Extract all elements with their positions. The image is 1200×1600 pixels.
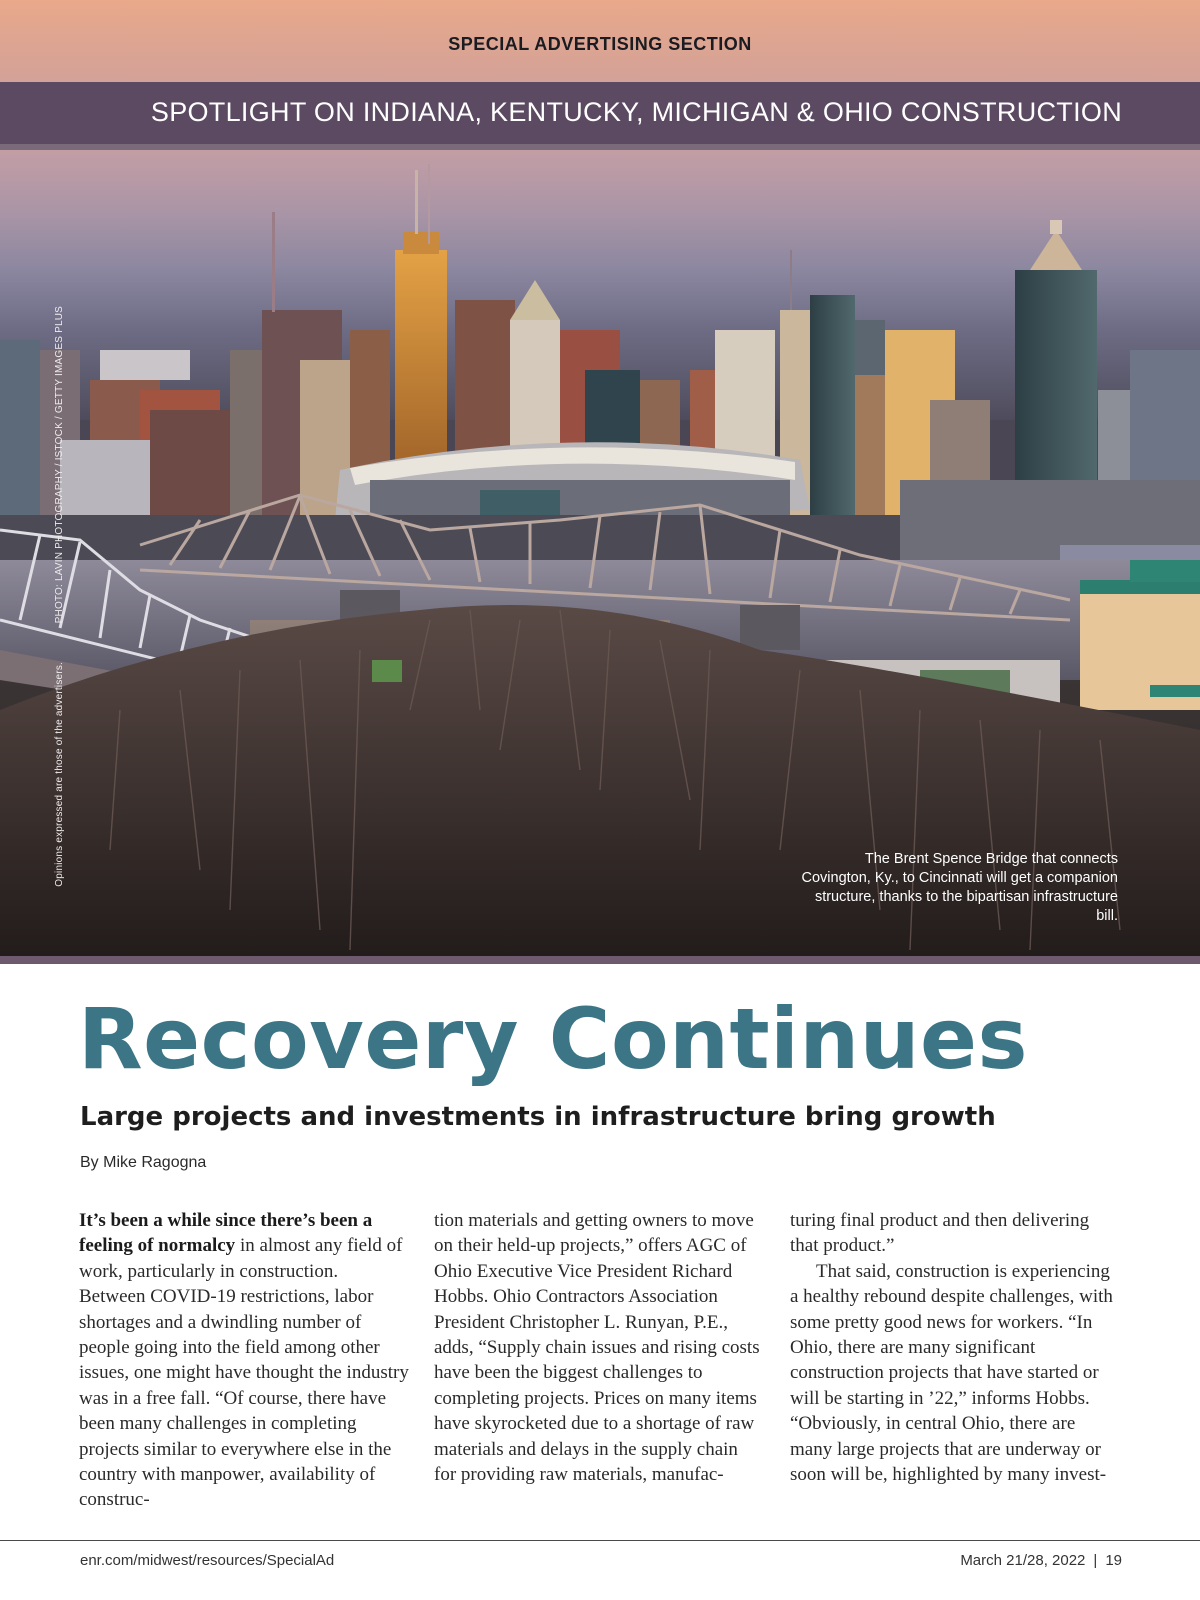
photo-bottom-rule bbox=[0, 956, 1200, 964]
column-3-paragraph-1: turing final product and then delivering that product.” bbox=[790, 1210, 1090, 1257]
byline: By Mike Ragogna bbox=[80, 1154, 207, 1171]
column-3 bbox=[790, 1208, 1120, 1487]
column-2 bbox=[434, 1208, 764, 1487]
lead-in: It’s been a while since there’s been a feeling of normalcy bbox=[79, 1210, 373, 1257]
footer-issue-info bbox=[960, 1552, 1122, 1569]
section-label: SPECIAL ADVERTISING SECTION bbox=[448, 34, 752, 54]
column-3-paragraph-2 bbox=[790, 1259, 1120, 1488]
column-1-text: in almost any field of work, particularly in construction. Between COVID-19 restrictions, labor shortages and a dwindling number of people going into the field among other issues, one might have thought the industry was in a free fall. “Of course, there have been many challenges in completing projects similar to everywhere else in the country with manpower, availability of construc- bbox=[79, 1235, 409, 1511]
column-2-text: tion materials and getting owners to move on their held-up projects,” offers AGC of Ohio Executive Vice President Richard Hobbs. Ohio Contractors Association President Christopher L. Runyan, P.E., adds, “Supply chain issues and rising costs have been the biggest challenges to completing projects. Prices on many items have skyrocketed due to a shortage of raw materials and delays in the supply chain for providing raw materials, manufac- bbox=[434, 1210, 760, 1486]
article-body bbox=[79, 1208, 1123, 1520]
spotlight-title: SPOTLIGHT ON INDIANA, KENTUCKY, MICHIGAN & OHIO CONSTRUCTION bbox=[150, 97, 1122, 127]
article-subtitle: Large projects and investments in infrastructure bring growth bbox=[80, 1102, 996, 1132]
column-3-paragraph-2-text: That said, construction is experiencing a healthy rebound despite challenges, with some pretty good news for workers. “In Ohio, there are many significant construction projects that have started or will be starting in ’22,” informs Hobbs. “Obviously, in central Ohio, there are many large projects that are underway or soon will be, highlighted by many invest- bbox=[790, 1260, 1113, 1486]
footer-rule bbox=[0, 1540, 1200, 1541]
photo-credit: PHOTO: LAVIN PHOTOGRAPHY / ISTOCK / GETTY IMAGES PLUS bbox=[54, 306, 65, 624]
issue-date: March 21/28, 2022 bbox=[960, 1552, 1086, 1569]
cincinnati-skyline-illustration bbox=[0, 150, 1200, 956]
column-1 bbox=[79, 1208, 409, 1513]
advertiser-disclaimer: Opinions expressed are those of the advertisers. bbox=[54, 662, 65, 887]
spotlight-banner bbox=[0, 82, 1200, 144]
footer-url[interactable]: enr.com/midwest/resources/SpecialAd bbox=[80, 1552, 335, 1569]
photo-caption: The Brent Spence Bridge that connects Covington, Ky., to Cincinnati will get a companion structure, thanks to the bipartisan infrastructure bill. bbox=[801, 851, 1118, 924]
article-title: Recovery Continues bbox=[78, 990, 1028, 1088]
page-number: 19 bbox=[1105, 1552, 1122, 1569]
banner-underline bbox=[0, 144, 1200, 150]
footer-separator: | bbox=[1093, 1552, 1098, 1569]
